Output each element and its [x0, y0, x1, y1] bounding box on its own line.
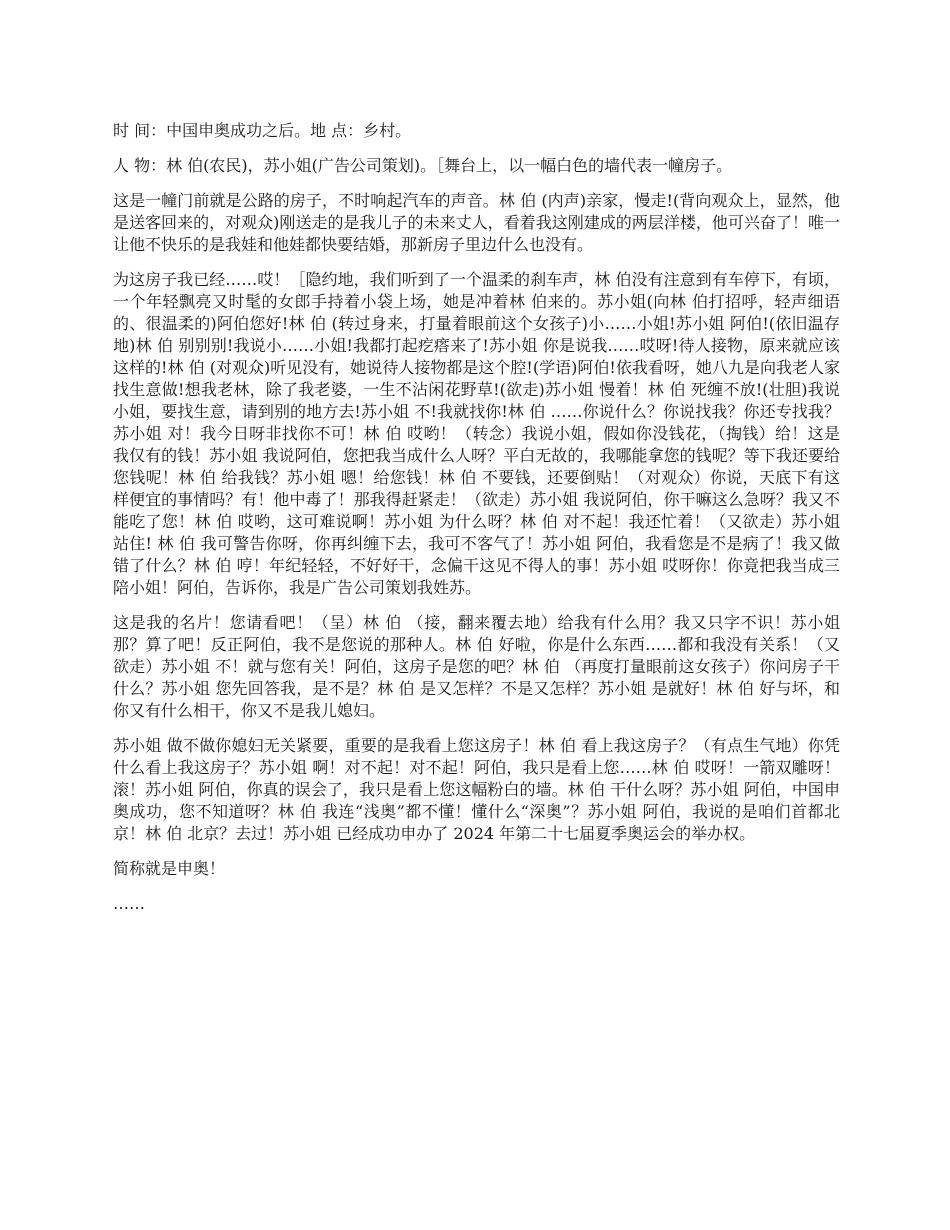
paragraph-ellipsis: …… [113, 894, 145, 913]
paragraph-time-place: 时 间：中国申奥成功之后。地 点：乡村。 [113, 121, 412, 140]
paragraph-dialogue-1: 为这房子我已经……哎！［隐约地，我们听到了一个温柔的刹车声，林 伯没有注意到有车停下，有顷，一个年轻飘亮又时髦的女郎手持着小袋上场，她是冲着林 伯来的。苏小姐(向林 伯打招呼，轻声细语的、很温柔的)阿伯您好!林 伯 (转过身来，打量着眼前这个女孩子)小……小姐!苏小姐 阿伯!(依旧温存地)林 伯 别别别!我说小……小姐!我都打起疙瘩来了!苏小姐 你是说我……哎呀!待人接物，原来就应该这样的!林 伯 (对观众)听见没有，她说待人接物都是这个腔!(学语)阿伯!依我看呀，她八九是向我老人家找生意做!想我老林，除了我老婆，一生不沾闲花野草!(欲走)苏小姐 慢着！林 伯 死缠不放!(壮胆)我说小姐，要找生意，请到别的地方去!苏小姐 不!我就找你!林 伯 ……你说什么？你说找我？你还专找我？苏小姐 对！我今日呀非找你不可！林 伯 哎哟！（转念）我说小姐，假如你没钱花，（掏钱）给！这是我仅有的钱！苏小姐 我说阿伯，您把我当成什么人呀？平白无故的，我哪能拿您的钱呢？等下我还要给您钱呢！林 伯 给我钱？苏小姐 嗯！给您钱！林 伯 不要钱，还要倒贴！（对观众）你说，天底下有这样便宜的事情吗？有！他中毒了！那我得赶紧走！（欲走）苏小姐 我说阿伯，你干嘛这么急呀？我又不能吃了您！林 伯 哎哟，这可难说啊！苏小姐 为什么呀？林 伯 对不起！我还忙着！（又欲走）苏小姐 站住! 林 伯 我可警告你呀，你再纠缠下去，我可不客气了！苏小姐 阿伯，我看您是不是病了！我又做错了什么？林 伯 哼！年纪轻轻，不好好干，念偏干这见不得人的事！苏小姐 哎呀你！你竟把我当成三陪小姐！阿伯，告诉你，我是广告公司策划我姓苏。 [113, 270, 840, 597]
paragraph-dialogue-3: 苏小姐 做不做你媳妇无关紧要，重要的是我看上您这房子！林 伯 看上我这房子？（有点生气地）你凭什么看上我这房子？苏小姐 啊！对不起！对不起！阿伯，我只是看上您……林 伯 哎呀！一箭双雕呀！滚！苏小姐 阿伯，你真的误会了，我只是看上您这幅粉白的墙。林 伯 干什么呀？苏小姐 阿伯，中国申奥成功，您不知道呀？林 伯 我连“浅奥”都不懂！懂什么“深奥”？苏小姐 阿伯，我说的是咱们首都北京！林 伯 北京？去过！苏小姐 已经成功申办了 2024 年第二十七届夏季奥运会的举办权。 [113, 736, 840, 843]
paragraph-scene-intro: 这是一幢门前就是公路的房子，不时响起汽车的声音。林 伯 (内声)亲家，慢走!(背向观众上，显然，他是送客回来的，对观众)刚送走的是我儿子的未来丈人，看着我这刚建成的两层洋楼，他可兴奋了！唯一让他不快乐的是我娃和他娃都快要结婚，那新房子里边什么也没有。 [113, 191, 840, 254]
paragraph-dialogue-4: 简称就是申奥！ [113, 859, 226, 878]
document-body [113, 120, 840, 928]
paragraph-characters: 人 物：林 伯(农民)，苏小姐(广告公司策划)。［舞台上，以一幅白色的墙代表一幢房子。 [113, 156, 733, 175]
paragraph-dialogue-2: 这是我的名片！您请看吧！（呈）林 伯 （接，翻来覆去地）给我有什么用？我又只字不识！苏小姐 那？算了吧！反正阿伯，我不是您说的那种人。林 伯 好啦，你是什么东西……都和我没有关系！（又欲走）苏小姐 不！就与您有关！阿伯，这房子是您的吧？林 伯 （再度打量眼前这女孩子）你问房子干什么？苏小姐 您先回答我，是不是？林 伯 是又怎样？不是又怎样？苏小姐 是就好！林 伯 好与坏，和你又有什么相干，你又不是我儿媳妇。 [113, 613, 840, 720]
